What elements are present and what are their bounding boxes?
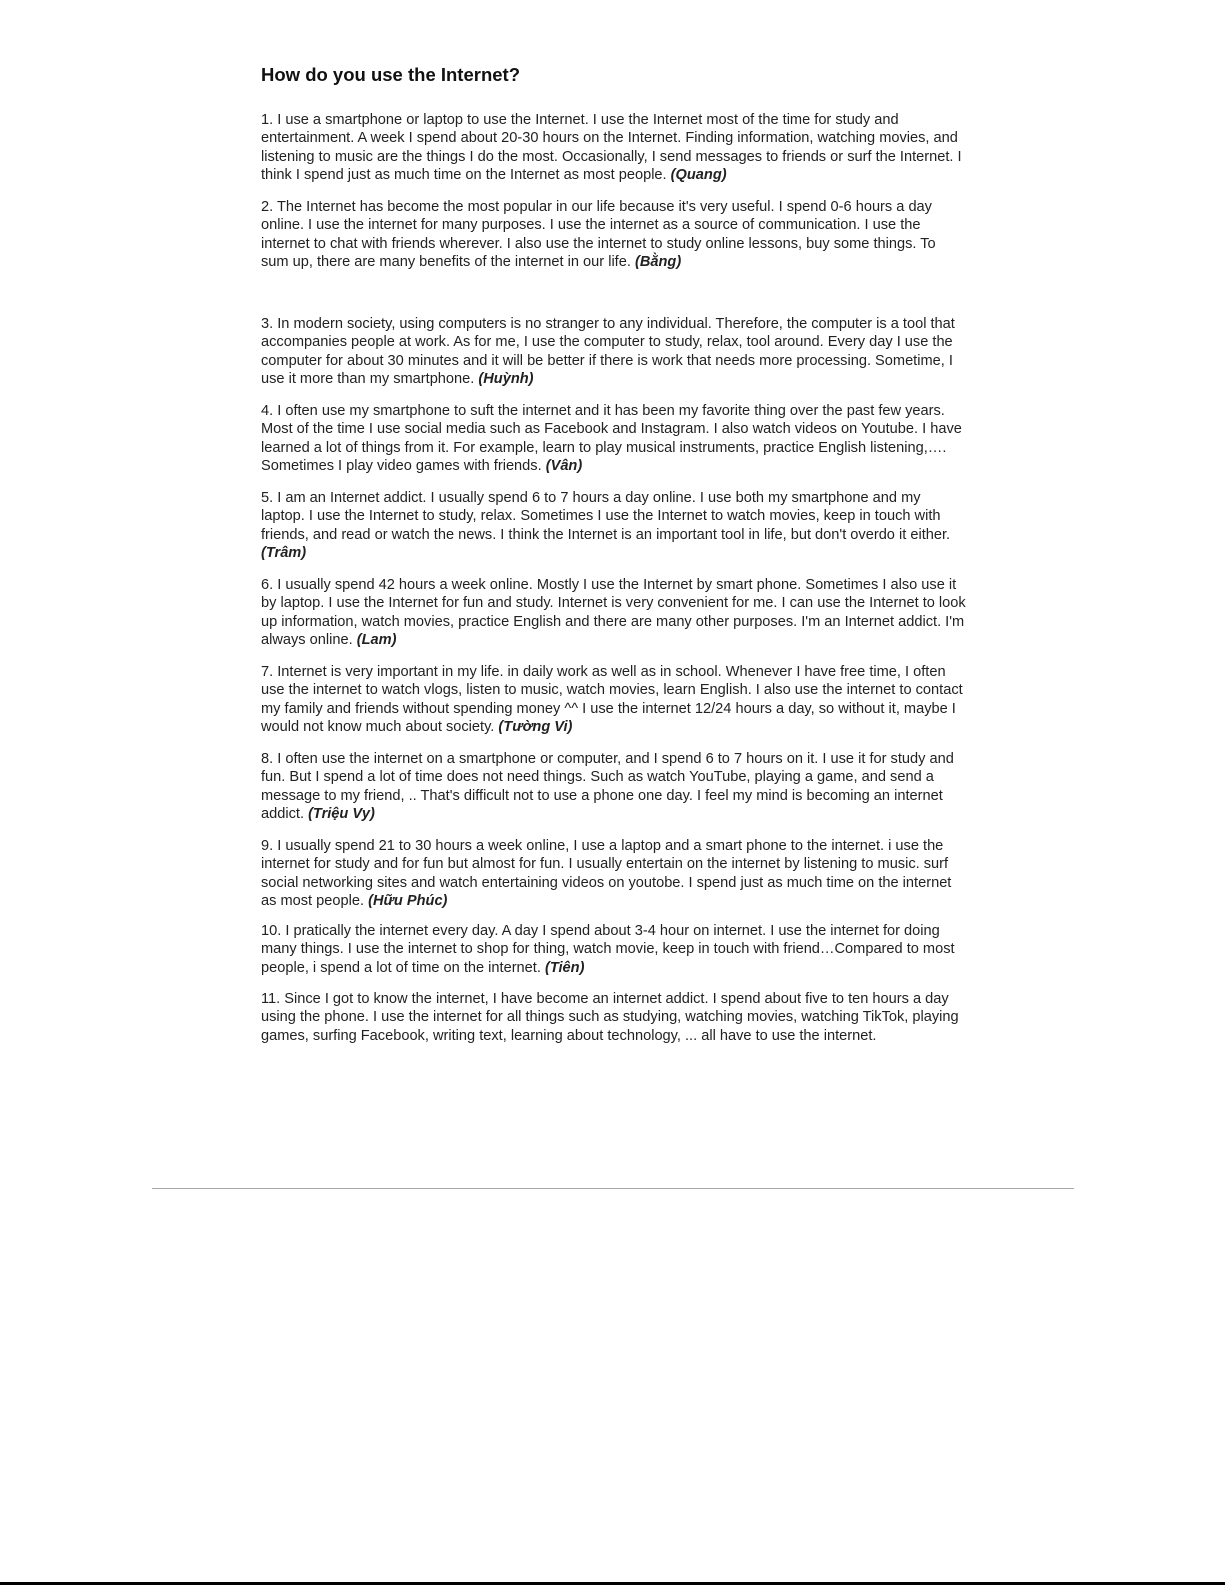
entry-5	[261, 489, 967, 563]
entry-text: 5. I am an Internet addict. I usually spend 6 to 7 hours a day online. I use both my smartphone and my laptop. I use the Internet to study, relax. Sometimes I use the Internet to watch movies, keep in touch with friends, and read or watch the news. I think the Internet is an important tool in life, but don't overdo it either.	[261, 490, 951, 543]
entry-author: (Triệu Vy)	[308, 806, 375, 823]
entry-text: 7. Internet is very important in my life. in daily work as well as in school. Whenever I have free time, I often use the internet to watch vlogs, listen to music, watch movies, learn English. I also use the internet to contact my family and friends without spending money ^^ I use the internet 12/24 hours a day, so without it, maybe I would not know much about society.	[261, 664, 963, 736]
entry-author: (Quang)	[670, 167, 727, 184]
entry-7	[261, 663, 967, 737]
entry-author: (Bằng)	[634, 254, 682, 271]
entry-author: (Hữu Phúc)	[368, 893, 448, 910]
entry-6	[261, 576, 967, 650]
entry-text: 10. I pratically the internet every day. A day I spend about 3-4 hour on internet. I use the internet for doing many things. I use the internet to shop for thing, watch movie, keep in touch with friend…Compared to most people, i spend a lot of time on the internet.	[261, 923, 955, 976]
entry-2	[261, 198, 967, 272]
entry-4	[261, 402, 967, 476]
entry-text: 8. I often use the internet on a smartphone or computer, and I spend 6 to 7 hours on it. I use it for study and fun. But I spend a lot of time does not need things. Such as watch YouTube, playing a game, and send a message to my friend, .. That's difficult not to use a phone one day. I feel my mind is becoming an internet addict.	[261, 751, 954, 823]
entry-author: (Tiên)	[544, 959, 585, 976]
entry-text: 11. Since I got to know the internet, I have become an internet addict. I spend about five to ten hours a day using the phone. I use the internet for all things such as studying, watching movies, watching TikTok, playing games, surfing Facebook, writing text, learning about technology, ... all have to use the internet.	[261, 991, 959, 1044]
entry-text: 2. The Internet has become the most popular in our life because it's very useful. I spend 0-6 hours a day online. I use the internet for many purposes. I use the internet as a source of communication. I use the internet to chat with friends wherever. I also use the internet to study online lessons, buy some things. To sum up, there are many benefits of the internet in our life.	[261, 199, 936, 271]
entry-text: 9. I usually spend 21 to 30 hours a week online, I use a laptop and a smart phone to the internet. i use the internet for study and for fun but almost for fun. I usually entertain on the internet by listening to music. surf social networking sites and watch entertaining videos on youtobe. I spend just as much time on the internet as most people.	[261, 838, 952, 910]
entry-1	[261, 111, 967, 185]
entry-author: (Tường Vi)	[498, 719, 573, 736]
entry-8	[261, 750, 967, 824]
entry-text: 3. In modern society, using computers is no stranger to any individual. Therefore, the computer is a tool that accompanies people at work. As for me, I use the computer to study, relax, tool around. Every day I use the computer for about 30 minutes and it will be better if there is work that needs more processing. Sometime, I use it more than my smartphone.	[261, 316, 955, 388]
entry-11	[261, 990, 967, 1045]
entry-9	[261, 837, 967, 911]
entry-author: (Huỳnh)	[478, 371, 534, 388]
page-divider	[152, 1188, 1074, 1189]
entry-text: 4. I often use my smartphone to suft the internet and it has been my favorite thing over the past few years. Most of the time I use social media such as Facebook and Instagram. I also watch videos on Youtube. I have learned a lot of things from it. For example, learn to play musical instruments, practice English listening,…. Sometimes I play video games with friends.	[261, 403, 962, 475]
entry-text: 6. I usually spend 42 hours a week online. Mostly I use the Internet by smart phone. Sometimes I also use it by laptop. I use the Internet for fun and study. Internet is very convenient for me. I can use the Internet to look up information, watch movies, practice English and there are many other purposes. I'm an Internet addict. I'm always online.	[261, 577, 966, 649]
entry-10	[261, 922, 967, 977]
entry-3	[261, 315, 967, 389]
entry-author: (Lam)	[356, 632, 397, 649]
entry-text: 1. I use a smartphone or laptop to use the Internet. I use the Internet most of the time for study and entertainment. A week I spend about 20-30 hours on the Internet. Finding information, watching movies, and listening to music are the things I do the most. Occasionally, I send messages to friends or surf the Internet. I think I spend just as much time on the Internet as most people.	[261, 112, 962, 184]
entry-author: (Vân)	[545, 458, 583, 475]
page-title: How do you use the Internet?	[261, 64, 521, 85]
entry-author: (Trâm)	[261, 545, 307, 562]
